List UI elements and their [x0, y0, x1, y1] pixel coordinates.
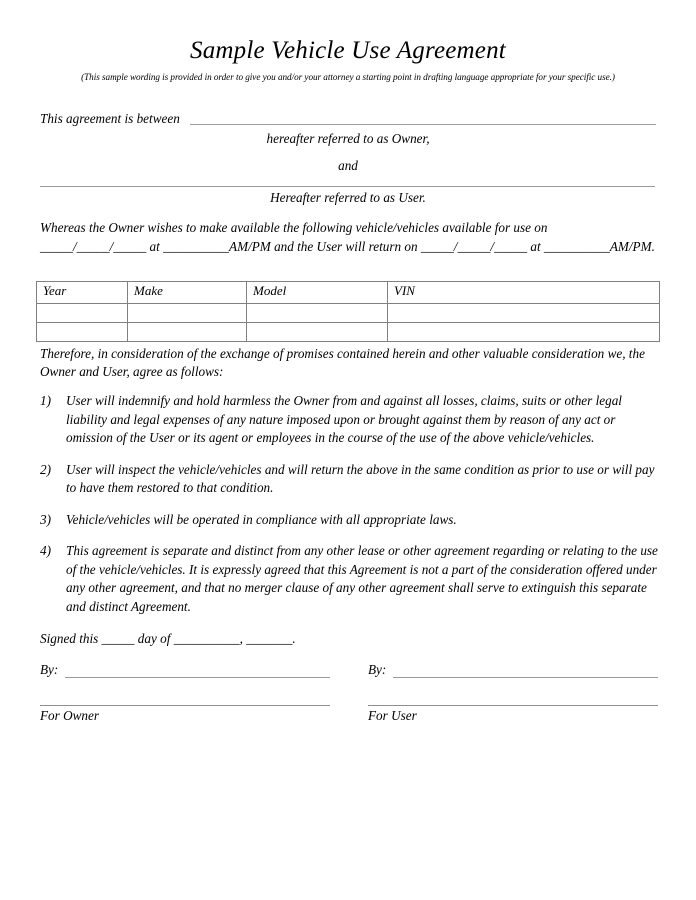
owner-signature-blank[interactable]	[65, 677, 330, 678]
table-row	[37, 323, 660, 342]
clause-item-4	[40, 542, 660, 617]
page-title: Sample Vehicle Use Agreement	[190, 37, 506, 64]
owner-name-blank[interactable]	[190, 124, 656, 125]
cell-make[interactable]	[128, 304, 247, 323]
signed-date-line[interactable]: Signed this _____ day of __________, _______.	[40, 631, 296, 646]
clause-text: User will indemnify and hold harmless the Owner from and against all losses, claims, suits or other legal liability and legal expenses of any nature imposed upon or brought against them by reason of any act or omission of the User or its agent or employees in the course of the use of the above vehicle/vehicles.	[66, 393, 622, 446]
column-header-vin: VIN	[388, 282, 660, 304]
owner-by-row	[40, 662, 330, 680]
signature-column-owner	[40, 662, 330, 723]
whereas-paragraph: Whereas the Owner wishes to make available the following vehicle/vehicles available for use on _____/_____/_____ at __________AM/PM and the User will return on _____/_____/_____ at __________AM/PM.	[40, 220, 655, 254]
therefore-paragraph: Therefore, in consideration of the exchange of promises contained herein and other valuable consideration we, the Owner and User, agree as follows:	[40, 346, 645, 380]
table-row	[37, 304, 660, 323]
clause-number: 1)	[40, 393, 51, 408]
owner-caption-rule[interactable]	[40, 705, 330, 706]
cell-year[interactable]	[37, 323, 128, 342]
user-signature-blank[interactable]	[393, 677, 658, 678]
clause-number: 4)	[40, 542, 51, 558]
clause-item-1	[40, 392, 660, 448]
clause-list	[40, 392, 660, 629]
owner-caption: For Owner	[40, 708, 99, 723]
user-by-row	[368, 662, 658, 680]
cell-model[interactable]	[247, 304, 388, 323]
user-by-label: By:	[368, 662, 387, 677]
owner-by-label: By:	[40, 662, 59, 677]
cell-vin[interactable]	[388, 304, 660, 323]
agreement-between-label: This agreement is between	[40, 111, 180, 126]
cell-model[interactable]	[247, 323, 388, 342]
clause-item-2	[40, 461, 660, 498]
cell-make[interactable]	[128, 323, 247, 342]
table-header-row	[37, 282, 660, 304]
clause-text: This agreement is separate and distinct from any other lease or other agreement regarding or relating to the use of the vehicle/vehicles. It is expressly agreed that this Agreement is not a part of the consideration offered under any other agreement, and that no merger clause of any other agreement shall serve to extinguish this separate and distinct Agreement.	[66, 542, 658, 615]
user-name-blank[interactable]	[40, 186, 655, 187]
user-caption-rule[interactable]	[368, 705, 658, 706]
clause-text: User will inspect the vehicle/vehicles and will return the above in the same condition as prior to use or will pay to have them restored to that condition.	[66, 461, 655, 496]
user-caption: For User	[368, 708, 417, 723]
user-reference-note: Hereafter referred to as User.	[270, 190, 426, 205]
cell-year[interactable]	[37, 304, 128, 323]
column-header-year: Year	[37, 282, 128, 304]
column-header-model: Model	[247, 282, 388, 304]
agreement-between-line	[40, 111, 656, 127]
signature-column-user	[368, 662, 658, 723]
vehicle-table	[36, 281, 660, 342]
clause-number: 3)	[40, 511, 51, 527]
cell-vin[interactable]	[388, 323, 660, 342]
document-subtitle: (This sample wording is provided in order to give you and/or your attorney a starting point in drafting language appropriate for your specific use.)	[81, 71, 615, 82]
clause-item-3	[40, 511, 660, 530]
owner-reference-note: hereafter referred to as Owner,	[266, 131, 430, 146]
clause-text: Vehicle/vehicles will be operated in compliance with all appropriate laws.	[66, 511, 457, 527]
column-header-make: Make	[128, 282, 247, 304]
and-connector: and	[338, 158, 358, 173]
clause-number: 2)	[40, 461, 51, 477]
